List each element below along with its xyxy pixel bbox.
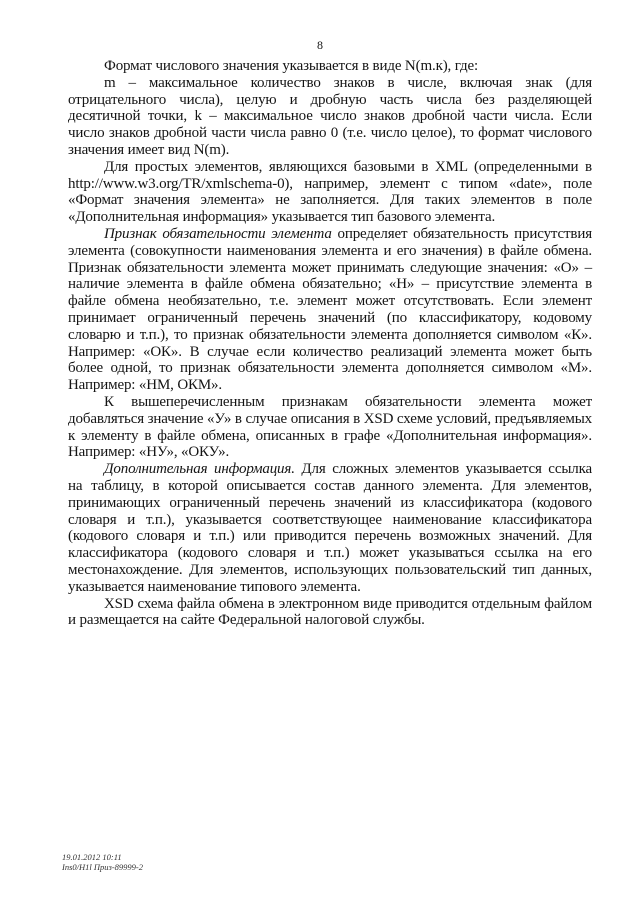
paragraph-format-intro: Формат числового значения указывается в виде N(m.к), где: (104, 58, 479, 74)
paragraph-simple-elements: Для простых элементов, являющихся базовыми в XML (определенными в http://www.w3.org/TR/xmlschema-0), например, элемент с типом «date», поле «Формат значения элемента» не заполняется. Для таких элементов в поле «Дополнительная информация» указывается тип базового элемента. (68, 158, 592, 226)
required-flag-term: Признак обязательности элемента (104, 225, 332, 242)
additional-info-text: Для сложных элементов указывается ссылка на таблицу, в которой описывается состав данного элемента. Для элементов, принимающих ограниченный перечень значений из классификатора (кодового словаря и т.п.), указывается соответствующее наименование классификатора (кодового словаря и т.п.) или приводится перечень возможных значений. Для классификатора (кодового словаря и т.п.) может указываться ссылка на его местонахождение. Для элементов, использующих пользовательский тип данных, указывается наименование типового элемента. (68, 461, 593, 595)
additional-info-term: Дополнительная информация. (104, 461, 295, 478)
paragraph-xsd-schema: XSD схема файла обмена в электронном виде приводится отдельным файлом и размещается на сайте Федеральной налоговой службы. (68, 595, 592, 629)
paragraph-format-definition: m – максимальное количество знаков в числе, включая знак (для отрицательного числа), целую и дробную часть числа без разделяющей десятичной точки, k – максимальное число знаков дробной части числа. Если число знаков дробной части числа равно 0 (т.е. число целое), то формат числового значения имеет вид N(m). (68, 74, 592, 158)
footer-timestamp: 19.01.2012 10:11 (62, 852, 122, 862)
document-body (68, 58, 592, 629)
page-number: 8 (317, 38, 323, 52)
paragraph-condition-flag: К вышеперечисленным признакам обязательности элемента может добавляться значение «У» в случае описания в XSD схеме условий, предъявляемых к элементу в файле обмена, описанных в графе «Дополнительная информация». Например: «НУ», «ОКУ». (68, 393, 592, 461)
required-flag-text: определяет обязательность присутствия элемента (совокупности наименования элемента и его значения) в файле обмена. Признак обязательности элемента может принимать следующие значения: «О» – наличие элемента в файле обмена обязательно; «Н» – присутствие элемента в файле обмена необязательно, т.е. элемент может отсутствовать. Если элемент принимает ограниченный перечень значений (по классификатору, кодовому словарю и т.п.), то признак обязательности элемента дополняется символом «К». Например: «ОК». В случае если количество реализаций элемента может быть более одной, то признак обязательности элемента дополняется символом «М». Например: «НМ, ОКМ». (68, 225, 592, 394)
paragraph-required-flag (68, 226, 592, 394)
footer-stamp (62, 852, 143, 872)
paragraph-additional-info (68, 461, 592, 595)
footer-document-code: Ins0/H1l Приз-89999-2 (62, 862, 143, 872)
